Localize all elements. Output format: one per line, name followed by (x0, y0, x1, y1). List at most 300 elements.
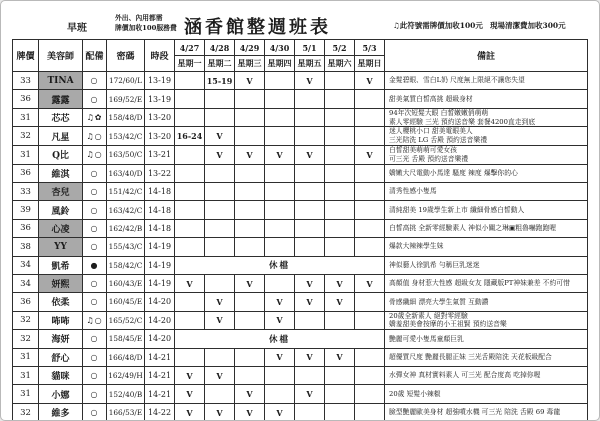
code-cell: 162/42/B (107, 219, 145, 237)
beautician-name: 妍熙 (39, 274, 83, 292)
day-cell-5 (325, 219, 355, 237)
remarks-cell (385, 72, 588, 90)
day-cell-2 (235, 311, 265, 330)
equipment-cell (83, 182, 107, 200)
equipment-cell (83, 311, 107, 330)
remarks-cell (385, 145, 588, 164)
day-cell-3 (265, 182, 295, 200)
remark-line: 三光陪洗 LG 舌殿 預約送音樂禮 (389, 136, 487, 145)
day-cell-6: V (355, 72, 385, 90)
day-cell-0 (175, 182, 205, 200)
day-cell-0 (175, 108, 205, 127)
day-cell-6 (355, 219, 385, 237)
equipment-cell (83, 145, 107, 164)
day-cell-2: V (235, 72, 265, 90)
day-cell-0 (175, 219, 205, 237)
remarks-cell (385, 201, 588, 219)
table-row (13, 219, 588, 237)
symbol-surcharge-note: ♫此符號需牌價加收100元 (393, 21, 483, 30)
beautician-name: 小娜 (39, 385, 83, 403)
column-header-date-6: 5/3 (355, 40, 385, 56)
day-cell-1 (205, 164, 235, 182)
price-cell: 34 (13, 256, 39, 274)
time-slot-cell: 14-21 (145, 385, 175, 403)
column-header-remarks: 備註 (385, 40, 588, 72)
remarks-cell (385, 256, 588, 274)
day-cell-4 (295, 201, 325, 219)
day-cell-3 (265, 274, 295, 292)
time-slot-cell: 14-21 (145, 348, 175, 366)
day-cell-3 (265, 367, 295, 385)
day-cell-1: 15-19 (205, 72, 235, 90)
code-cell: 152/40/B (107, 385, 145, 403)
day-cell-6 (355, 367, 385, 385)
beautician-name: 舒心 (39, 348, 83, 366)
table-row (13, 164, 588, 182)
filled-circle-icon: ● (90, 260, 99, 270)
day-cell-1 (205, 348, 235, 366)
day-cell-4: V (295, 348, 325, 366)
table-row (13, 238, 588, 256)
day-cell-4 (295, 127, 325, 146)
time-slot-cell: 14-20 (145, 311, 175, 330)
time-slot-cell: 14-20 (145, 293, 175, 311)
time-slot-cell: 14-20 (145, 330, 175, 348)
day-cell-0 (175, 145, 205, 164)
day-cell-4: V (295, 293, 325, 311)
column-header-code: 密碼 (107, 40, 145, 72)
remark-line: 嬌羞甜美會按摩的小王祖賢 預約送音樂 (389, 320, 507, 329)
remark-line: 臉型艷麗歐美身材 超強噴水機 可三光 陪洗 舌殿 69 毒龍 (389, 408, 561, 417)
service-fee-note-line1: 外出、內用都需 (115, 14, 163, 22)
day-cell-5 (325, 201, 355, 219)
remark-line: 可三光 舌殿 預約送音樂禮 (389, 154, 469, 163)
beautician-name: 依柔 (39, 293, 83, 311)
column-header-equip: 配備 (83, 40, 107, 72)
day-cell-5 (325, 127, 355, 146)
day-cell-5 (325, 108, 355, 127)
circle-icon: ○ (90, 94, 99, 104)
day-cell-0 (175, 72, 205, 90)
equipment-cell (83, 385, 107, 403)
day-cell-6 (355, 201, 385, 219)
day-cell-1: V (205, 311, 235, 330)
table-row (13, 145, 588, 164)
table-row (13, 311, 588, 330)
circle-icon: ○ (90, 205, 99, 215)
code-cell: 166/53/E (107, 403, 145, 421)
column-header-weekday-6: 星期日 (355, 56, 385, 72)
day-cell-3: V (265, 145, 295, 164)
code-cell: 158/48/D (107, 108, 145, 127)
table-row (13, 403, 588, 421)
music-note-icon: ♫ (86, 113, 95, 123)
table-row (13, 330, 588, 348)
beautician-name: 貓咪 (39, 367, 83, 385)
day-cell-2 (235, 219, 265, 237)
time-slot-cell: 13-19 (145, 90, 175, 108)
day-cell-1 (205, 182, 235, 200)
remark-line: 骨感纖細 漂亮大學生氣質 互動讚 (389, 297, 489, 306)
remark-line: 清純甜美 19歲學生新上市 纖細骨感白皙動人 (389, 205, 525, 214)
cleaning-fee-note: 現場清潔費加收300元 (490, 21, 566, 30)
remarks-cell (385, 330, 588, 348)
day-cell-5 (325, 164, 355, 182)
day-cell-6 (355, 311, 385, 330)
remark-line: 嬌嫩大尺電動小馬達 騷度 辣度 爆擊你的心 (389, 168, 518, 177)
circle-icon: ○ (94, 315, 103, 325)
column-header-weekday-1: 星期二 (205, 56, 235, 72)
equipment-cell (83, 238, 107, 256)
day-cell-5 (325, 403, 355, 421)
day-cell-6 (355, 348, 385, 366)
day-cell-3: V (265, 348, 295, 366)
day-cell-6 (355, 164, 385, 182)
price-cell: 31 (13, 348, 39, 366)
table-row (13, 348, 588, 366)
remarks-cell (385, 90, 588, 108)
equipment-cell (83, 367, 107, 385)
time-slot-cell: 13-22 (145, 164, 175, 182)
equipment-cell (83, 293, 107, 311)
day-cell-4 (295, 164, 325, 182)
price-cell: 36 (13, 293, 39, 311)
day-cell-4: V (295, 72, 325, 90)
day-cell-0 (175, 238, 205, 256)
day-cell-6: V (355, 145, 385, 164)
circle-icon: ○ (90, 279, 99, 289)
time-slot-cell: 14-22 (145, 403, 175, 421)
circle-icon: ○ (90, 389, 99, 399)
rest-cell: 休檔 (175, 330, 385, 348)
column-header-date-2: 4/29 (235, 40, 265, 56)
day-cell-6: V (355, 274, 385, 292)
schedule-table (12, 39, 588, 421)
price-cell: 38 (13, 238, 39, 256)
column-header-weekday-4: 星期五 (295, 56, 325, 72)
day-cell-3 (265, 127, 295, 146)
beautician-name: 維多 (39, 403, 83, 421)
page-header (1, 1, 599, 39)
day-cell-1 (205, 201, 235, 219)
time-slot-cell: 14-18 (145, 182, 175, 200)
day-cell-4 (295, 403, 325, 421)
beautician-name: 維淇 (39, 164, 83, 182)
time-slot-cell: 13-20 (145, 108, 175, 127)
day-cell-6 (355, 293, 385, 311)
remarks-cell (385, 367, 588, 385)
equipment-cell (83, 274, 107, 292)
equipment-cell (83, 403, 107, 421)
column-header-weekday-2: 星期三 (235, 56, 265, 72)
day-cell-4: V (295, 145, 325, 164)
circle-icon: ○ (90, 371, 99, 381)
service-fee-note-line2: 牌價加收100服務費 (115, 23, 177, 32)
code-cell: 163/42/C (107, 201, 145, 219)
day-cell-2 (235, 164, 265, 182)
code-cell: 160/43/E (107, 274, 145, 292)
column-header-date-1: 4/28 (205, 40, 235, 56)
remark-line: 素人零經驗 三光 預約送音樂 套餐4200直走到底 (389, 117, 536, 126)
equipment-cell (83, 127, 107, 146)
table-row (13, 108, 588, 127)
remarks-cell (385, 311, 588, 330)
code-cell: 163/40/D (107, 164, 145, 182)
day-cell-4 (295, 311, 325, 330)
column-header-time: 時段 (145, 40, 175, 72)
circle-icon: ○ (90, 297, 99, 307)
day-cell-6 (355, 182, 385, 200)
table-row (13, 201, 588, 219)
flower-icon: ✿ (94, 113, 103, 123)
price-cell: 32 (13, 330, 39, 348)
time-slot-cell: 14-18 (145, 201, 175, 219)
remarks-cell (385, 108, 588, 127)
price-cell: 31 (13, 108, 39, 127)
day-cell-2: V (235, 403, 265, 421)
day-cell-3: V (265, 403, 295, 421)
circle-icon: ○ (90, 223, 99, 233)
circle-icon: ○ (90, 76, 99, 86)
column-header-weekday-3: 星期四 (265, 56, 295, 72)
column-header-name: 美容師 (39, 40, 83, 72)
day-cell-0: V (175, 403, 205, 421)
code-cell: 169/52/E (107, 90, 145, 108)
remark-line: 金髮碧眼、雪白L奶 尺度無上限絕不讓您失望 (389, 76, 525, 85)
circle-icon: ○ (90, 334, 99, 344)
table-row (13, 90, 588, 108)
remark-line: 94年次短髮大眼 白皙嫩嫩俏萌萌 (389, 108, 489, 117)
code-cell: 163/50/C (107, 145, 145, 164)
day-cell-1: V (205, 403, 235, 421)
day-cell-2 (235, 201, 265, 219)
beautician-name: 凡星 (39, 127, 83, 146)
equipment-cell (83, 72, 107, 90)
price-cell: 36 (13, 90, 39, 108)
price-cell: 36 (13, 219, 39, 237)
time-slot-cell: 14-19 (145, 256, 175, 274)
equipment-cell (83, 90, 107, 108)
day-cell-6 (355, 403, 385, 421)
day-cell-2 (235, 238, 265, 256)
price-cell: 34 (13, 274, 39, 292)
price-cell: 32 (13, 311, 39, 330)
music-note-icon: ♫ (86, 315, 95, 325)
circle-icon: ○ (90, 408, 99, 418)
day-cell-6 (355, 90, 385, 108)
day-cell-6 (355, 238, 385, 256)
code-cell: 172/60/L (107, 72, 145, 90)
day-cell-1 (205, 108, 235, 127)
day-cell-2: V (235, 274, 265, 292)
beautician-name: YY (39, 238, 83, 256)
code-cell: 160/45/E (107, 293, 145, 311)
day-cell-2: V (235, 385, 265, 403)
remarks-cell (385, 182, 588, 200)
remark-line: 白皙甜美萌萌可愛女孩 (389, 145, 457, 154)
page-title: 涵香館整週班表 (184, 17, 331, 38)
day-cell-2 (235, 90, 265, 108)
day-cell-0 (175, 201, 205, 219)
remark-line: 超優質尺度 艷麗長腿正妹 三光舌殿陪洗 天花板級配合 (389, 352, 552, 361)
circle-icon: ○ (90, 352, 99, 362)
remark-line: 甜美氣質白皙高挑 超級身材 (389, 94, 473, 103)
day-cell-6 (355, 385, 385, 403)
day-cell-5 (325, 90, 355, 108)
day-cell-3 (265, 201, 295, 219)
remark-line: 高顏值 身材惹大性感 超級女友 隱藏版PT神妹兼差 不約可惜 (389, 279, 570, 288)
code-cell: 155/43/C (107, 238, 145, 256)
beautician-name: 咘咘 (39, 311, 83, 330)
remarks-cell (385, 164, 588, 182)
day-cell-5 (325, 238, 355, 256)
table-row (13, 274, 588, 292)
code-cell: 153/42/C (107, 127, 145, 146)
equipment-cell (83, 348, 107, 366)
day-cell-3 (265, 238, 295, 256)
remarks-cell (385, 348, 588, 366)
table-row (13, 72, 588, 90)
day-cell-0 (175, 90, 205, 108)
remark-line: 爆款大辣辣學生妹 (389, 242, 444, 251)
remark-line: 20歲 短髮小辣椒 (389, 389, 441, 398)
day-cell-0 (175, 348, 205, 366)
beautician-name: TINA (39, 72, 83, 90)
equipment-cell (83, 164, 107, 182)
beautician-name: Q比 (39, 145, 83, 164)
column-header-date-3: 4/30 (265, 40, 295, 56)
day-cell-5: V (325, 348, 355, 366)
day-cell-5 (325, 311, 355, 330)
beautician-name: 芯芯 (39, 108, 83, 127)
circle-icon: ○ (94, 131, 103, 141)
shift-label: 早班 (67, 23, 87, 34)
column-header-date-4: 5/1 (295, 40, 325, 56)
time-slot-cell: 14-18 (145, 219, 175, 237)
day-cell-5 (325, 182, 355, 200)
day-cell-4 (295, 367, 325, 385)
price-cell: 39 (13, 201, 39, 219)
day-cell-2 (235, 293, 265, 311)
price-cell: 36 (13, 164, 39, 182)
day-cell-5: V (325, 293, 355, 311)
day-cell-1: V (205, 367, 235, 385)
day-cell-2 (235, 182, 265, 200)
column-header-price: 牌價 (13, 40, 39, 72)
code-cell: 162/49/H (107, 367, 145, 385)
day-cell-5 (325, 385, 355, 403)
remarks-cell (385, 385, 588, 403)
price-cell: 31 (13, 367, 39, 385)
time-slot-cell: 14-19 (145, 238, 175, 256)
code-cell: 151/42/C (107, 182, 145, 200)
time-slot-cell: 13-20 (145, 127, 175, 146)
day-cell-3 (265, 385, 295, 403)
remarks-cell (385, 403, 588, 421)
day-cell-3 (265, 72, 295, 90)
music-note-icon: ♫ (86, 131, 95, 141)
day-cell-3 (265, 164, 295, 182)
price-cell: 32 (13, 127, 39, 146)
day-cell-2 (235, 108, 265, 127)
equipment-cell (83, 330, 107, 348)
table-row (13, 182, 588, 200)
beautician-name: 凱希 (39, 256, 83, 274)
remarks-cell (385, 274, 588, 292)
day-cell-1 (205, 274, 235, 292)
price-cell: 33 (13, 182, 39, 200)
day-cell-5 (325, 367, 355, 385)
day-cell-0 (175, 164, 205, 182)
day-cell-6 (355, 108, 385, 127)
day-cell-1: V (205, 145, 235, 164)
beautician-name: 心凌 (39, 219, 83, 237)
equipment-cell (83, 201, 107, 219)
day-cell-2 (235, 348, 265, 366)
remarks-cell (385, 293, 588, 311)
remark-line: 艷麗可愛小隻馬童顏巨乳 (389, 334, 464, 343)
day-cell-1 (205, 238, 235, 256)
day-cell-4 (295, 108, 325, 127)
circle-icon: ○ (94, 150, 103, 160)
day-cell-5 (325, 72, 355, 90)
code-cell: 166/48/D (107, 348, 145, 366)
price-cell: 31 (13, 145, 39, 164)
day-cell-5: V (325, 274, 355, 292)
day-cell-2 (235, 127, 265, 146)
day-cell-0: 16-24 (175, 127, 205, 146)
day-cell-3: V (265, 293, 295, 311)
day-cell-3 (265, 90, 295, 108)
column-header-weekday-0: 星期一 (175, 56, 205, 72)
day-cell-0: V (175, 385, 205, 403)
column-header-weekday-5: 星期六 (325, 56, 355, 72)
remarks-cell (385, 127, 588, 146)
table-row (13, 256, 588, 274)
day-cell-4 (295, 90, 325, 108)
equipment-cell (83, 219, 107, 237)
circle-icon: ○ (90, 187, 99, 197)
remark-line: 20歲全新素人 絕對零經驗 (389, 311, 468, 320)
price-cell: 33 (13, 72, 39, 90)
beautician-name: 風鈴 (39, 201, 83, 219)
day-cell-1: V (205, 293, 235, 311)
day-cell-4: V (295, 274, 325, 292)
price-cell: 32 (13, 403, 39, 421)
day-cell-4 (295, 238, 325, 256)
day-cell-4 (295, 182, 325, 200)
day-cell-2 (235, 367, 265, 385)
column-header-date-0: 4/27 (175, 40, 205, 56)
equipment-cell (83, 256, 107, 274)
table-row (13, 367, 588, 385)
remarks-cell (385, 219, 588, 237)
day-cell-3 (265, 108, 295, 127)
code-cell: 165/52/C (107, 311, 145, 330)
day-cell-3: V (265, 311, 295, 330)
day-cell-1 (205, 219, 235, 237)
service-fee-note (115, 14, 177, 33)
rest-cell: 休檔 (175, 256, 385, 274)
time-slot-cell: 13-21 (145, 145, 175, 164)
day-cell-1 (205, 385, 235, 403)
remark-line: 清秀性感小隻馬 (389, 187, 437, 196)
column-header-date-5: 5/2 (325, 40, 355, 56)
day-cell-4: V (295, 385, 325, 403)
day-cell-0 (175, 311, 205, 330)
day-cell-1 (205, 90, 235, 108)
table-row (13, 127, 588, 146)
